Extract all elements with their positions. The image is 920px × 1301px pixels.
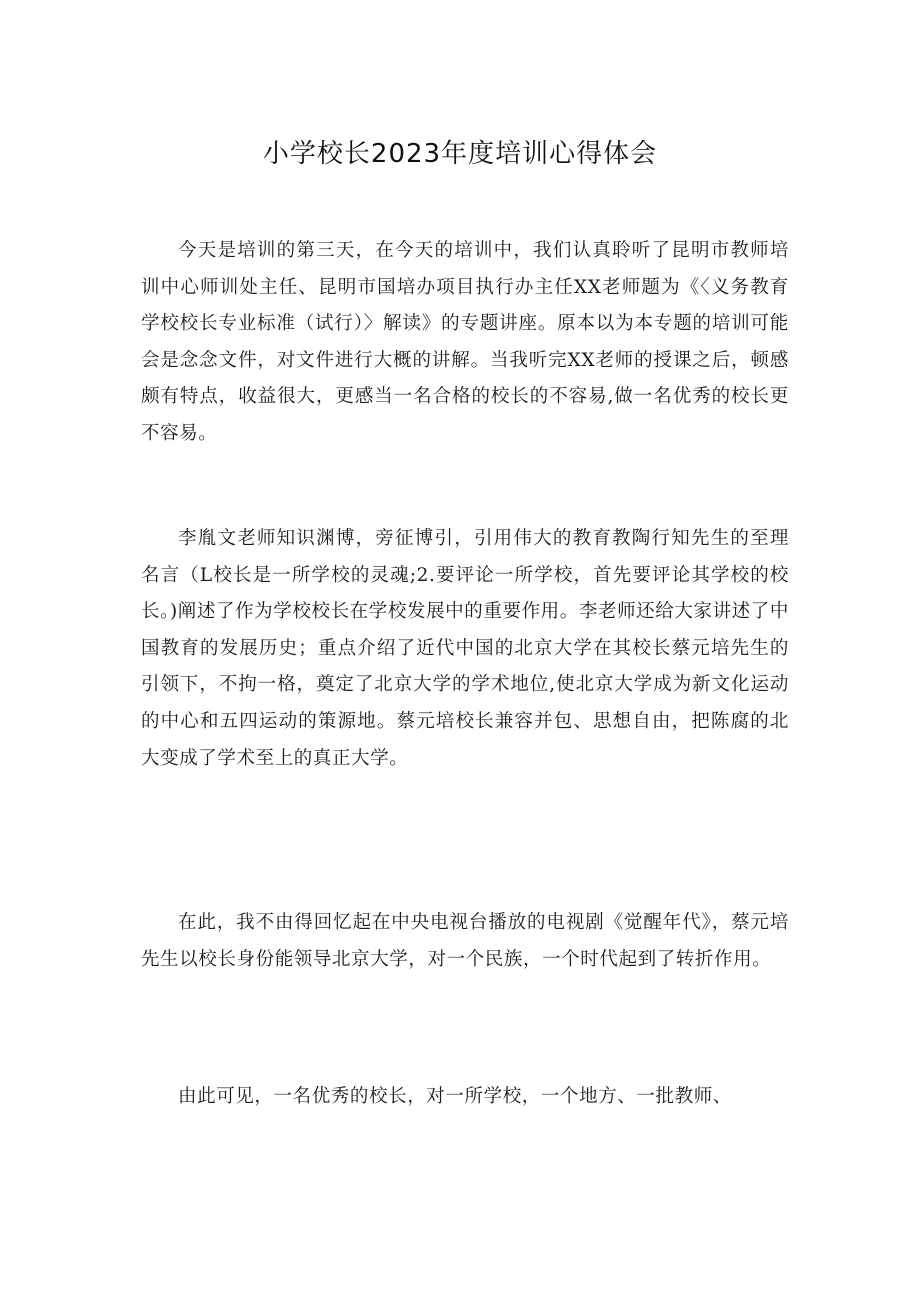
paragraph-4: 由此可见，一名优秀的校长，对一所学校，一个地方、一批教师、 — [178, 1086, 732, 1107]
paragraph-1: 今天是培训的第三天，在今天的培训中，我们认真聆听了昆明市教师培训中心师训处主任、昆明市国培办项目执行办主任XX老师题为《〈义务教育学校校长专业标准（试行）〉解读》的专题讲座。原本以为本专题的培训可能会是念念文件，对文件进行大概的讲解。当我听完XX老师的授课之后，顿感颇有特点，收益很大，更感当一名合格的校长的不容易,做一名优秀的校长更不容易。 — [141, 240, 789, 444]
paragraph-3: 在此，我不由得回忆起在中央电视台播放的电视剧《觉醒年代》，蔡元培先生以校长身份能领导北京大学，对一个民族，一个时代起到了转折作用。 — [141, 912, 789, 970]
document-title: 小学校长2023年度培训心得体会 — [262, 139, 658, 169]
paragraph-2: 李胤文老师知识渊博，旁征博引，引用伟大的教育教陶行知先生的至理名言（L校长是一所学校的灵魂;2.要评论一所学校，首先要评论其学校的校长。)阐述了作为学校校长在学校发展中的重要作用。李老师还给大家讲述了中国教育的发展历史；重点介绍了近代中国的北京大学在其校长蔡元培先生的引领下，不拘一格，奠定了北京大学的学术地位,使北京大学成为新文化运动的中心和五四运动的策源地。蔡元培校长兼容并包、思想自由，把陈腐的北大变成了学术至上的真正大学。 — [141, 528, 789, 769]
